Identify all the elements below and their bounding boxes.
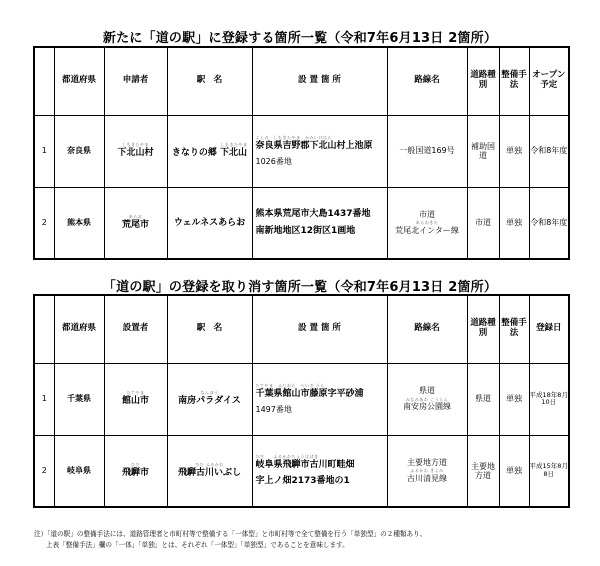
applicant-cell <box>104 115 167 187</box>
operator-furigana: たてやま <box>126 390 145 396</box>
registration-header-row <box>34 47 569 115</box>
route-furigana: ふるかわ きよみ <box>410 468 444 474</box>
route-line2: 古川清見線 <box>407 474 447 484</box>
location-line1: 岐阜県飛騨市古川町畦畑 <box>255 459 355 470</box>
header-method: 整備手法 <box>499 295 529 363</box>
location-line2: 1026番地 <box>255 156 292 166</box>
station-furigana: なんぼう <box>200 390 219 396</box>
station-name: ウェルネスあらお <box>173 217 246 228</box>
footnote-line1: 注）「道の駅」の整備手法には、道路管理者と市町村等で整備する「一体型」と市町村等で全て整備を行う「単独型」の２種類あり、 <box>34 530 427 538</box>
table-row <box>34 435 569 507</box>
location-cell <box>252 115 387 187</box>
header-route: 路線名 <box>387 295 467 363</box>
header-road-type: 道路種別 <box>467 47 499 115</box>
station-name: 飛騨古川いぶし <box>177 467 241 478</box>
applicant-name: 下北山村 <box>117 148 154 159</box>
header-opening: オープン予定 <box>529 47 569 115</box>
location-cell <box>252 435 387 507</box>
operator-name: 飛騨市 <box>121 467 149 478</box>
location-line1: 熊本県荒尾市大島1437番地 <box>255 209 371 220</box>
operator-furigana: ひだ <box>131 462 140 468</box>
location-furigana: よしの しもきたやま かみいけはら <box>255 134 332 140</box>
station-name: 南房パラダイス <box>178 396 241 407</box>
header-operator: 設置者 <box>104 295 167 363</box>
header-station-name: 駅 名 <box>167 47 252 115</box>
route-cell <box>387 187 467 259</box>
header-location: 設 置 箇 所 <box>252 295 387 363</box>
location-line2: 1497番地 <box>255 404 292 414</box>
header-prefecture: 都道府県 <box>54 47 104 115</box>
header-road-type: 道路種別 <box>467 295 499 363</box>
location-line1: 千葉県館山市藤原字平砂浦 <box>255 388 364 399</box>
registration-table <box>33 46 570 260</box>
applicant-furigana: あらお <box>128 214 143 220</box>
station-cell <box>167 363 252 435</box>
cancellation-title: 「道の駅」の登録を取り消す箇所一覧（令和7年6月13日 2箇所） <box>102 280 498 295</box>
applicant-cell <box>104 187 167 259</box>
applicant-furigana: しもきたやま <box>122 142 149 148</box>
route-cell <box>387 435 467 507</box>
location-line1: 奈良県吉野郡下北山村上池原 <box>255 140 373 151</box>
header-applicant: 申請者 <box>104 47 167 115</box>
prefecture-cell: 熊本県 <box>54 187 104 259</box>
operator-cell <box>104 363 167 435</box>
route-furigana: みなみあわ こうえん <box>405 396 449 402</box>
header-location: 設 置 箇 所 <box>252 47 387 115</box>
row-number: 2 <box>34 435 54 507</box>
route-line1: 県道 <box>419 386 435 396</box>
method-cell: 単独 <box>499 363 529 435</box>
route-furigana: あらおきた <box>415 220 439 226</box>
location-cell <box>252 187 387 259</box>
location-furigana: たてやま ふじわら へいさ うら <box>255 382 325 388</box>
route-line1: 市道 <box>419 210 435 220</box>
header-method: 整備手法 <box>499 47 529 115</box>
header-no <box>34 47 54 115</box>
method-cell: 単独 <box>499 187 529 259</box>
location-line2: 南新地地区12街区1画地 <box>255 225 356 236</box>
method-cell: 単独 <box>499 435 529 507</box>
prefecture-cell: 岐阜県 <box>54 435 104 507</box>
header-route: 路線名 <box>387 47 467 115</box>
operator-name: 館山市 <box>121 396 149 407</box>
row-number: 1 <box>34 115 54 187</box>
cancellation-table <box>33 294 570 508</box>
applicant-name: 荒尾市 <box>121 219 149 230</box>
location-furigana: ひだ ふるかわちょうはばき <box>255 454 319 459</box>
method-cell: 単独 <box>499 115 529 187</box>
location-line2: 字上ノ畑2173番地の1 <box>255 476 350 487</box>
registration-title: 新たに「道の駅」に登録する箇所一覧（令和7年6月13日 2箇所） <box>102 31 498 46</box>
route-line1: 主要地方道 <box>407 458 447 468</box>
road-type-cell: 補助国道 <box>467 115 499 187</box>
location-cell <box>252 363 387 435</box>
row-number: 2 <box>34 187 54 259</box>
station-name: きなりの郷 下北山 <box>171 148 248 159</box>
operator-cell <box>104 435 167 507</box>
road-type-cell: 主要地方道 <box>467 435 499 507</box>
registered-cell: 平成15年8月8日 <box>529 435 569 507</box>
station-furigana: しもきたやま <box>220 142 248 148</box>
registered-cell: 平成18年8月10日 <box>529 363 569 435</box>
row-number: 1 <box>34 363 54 435</box>
header-registered: 登録日 <box>529 295 569 363</box>
route-cell <box>387 115 467 187</box>
cancellation-header-row <box>34 295 569 363</box>
route-line2: 南安房公園線 <box>403 402 451 412</box>
road-type-cell: 県道 <box>467 363 499 435</box>
footnote-line2: 上表「整備手法」欄の「一体」「単独」とは、それぞれ「一体型」「単独型」であることを意味します。 <box>46 540 349 549</box>
road-type-cell: 市道 <box>467 187 499 259</box>
header-no <box>34 295 54 363</box>
prefecture-cell: 千葉県 <box>54 363 104 435</box>
opening-cell: 令和8年度 <box>529 187 569 259</box>
opening-cell: 令和8年度 <box>529 115 569 187</box>
footnote <box>34 529 426 550</box>
route-line2: 荒尾北インター線 <box>395 226 459 236</box>
station-cell <box>167 435 252 507</box>
table-row <box>34 363 569 435</box>
table-row <box>34 115 569 187</box>
route-cell <box>387 363 467 435</box>
header-prefecture: 都道府県 <box>54 295 104 363</box>
prefecture-cell: 奈良県 <box>54 115 104 187</box>
header-station-name: 駅 名 <box>167 295 252 363</box>
station-cell <box>167 115 252 187</box>
table-row <box>34 187 569 259</box>
route-line1: 一般国道169号 <box>399 146 455 156</box>
station-furigana: ひだ ふるかわ <box>195 462 224 468</box>
station-cell <box>167 187 252 259</box>
